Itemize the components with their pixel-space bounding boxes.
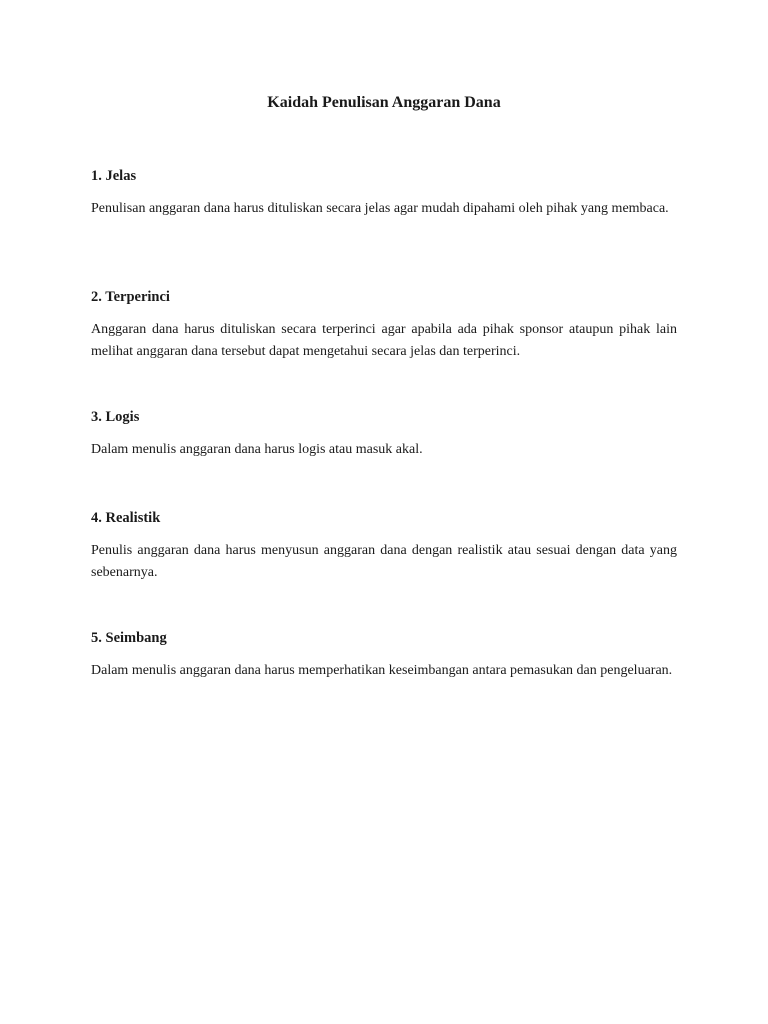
section-heading: 2. Terperinci (91, 289, 170, 305)
section-body: Anggaran dana harus dituliskan secara terperinci agar apabila ada pihak sponsor ataupun pihak lain melihat anggaran dana tersebut dapat mengetahui secara jelas dan terperinci. (91, 322, 677, 359)
section-body: Penulisan anggaran dana harus dituliskan secara jelas agar mudah dipahami oleh pihak yang membaca. (91, 201, 669, 216)
section-seimbang (91, 628, 677, 682)
section-heading: 5. Seimbang (91, 630, 167, 646)
section-body: Dalam menulis anggaran dana harus memperhatikan keseimbangan antara pemasukan dan pengeluaran. (91, 663, 673, 678)
section-jelas (91, 166, 677, 220)
section-heading: 4. Realistik (91, 510, 161, 526)
section-heading: 3. Logis (91, 409, 140, 425)
section-realistik (91, 508, 677, 584)
section-terperinci (91, 287, 677, 363)
section-heading: 1. Jelas (91, 168, 137, 184)
section-body: Dalam menulis anggaran dana harus logis atau masuk akal. (91, 442, 423, 457)
document-title: Kaidah Penulisan Anggaran Dana (267, 94, 501, 111)
section-logis (91, 407, 677, 461)
section-body: Penulis anggaran dana harus menyusun anggaran dana dengan realistik atau sesuai dengan data yang sebenarnya. (91, 543, 677, 580)
